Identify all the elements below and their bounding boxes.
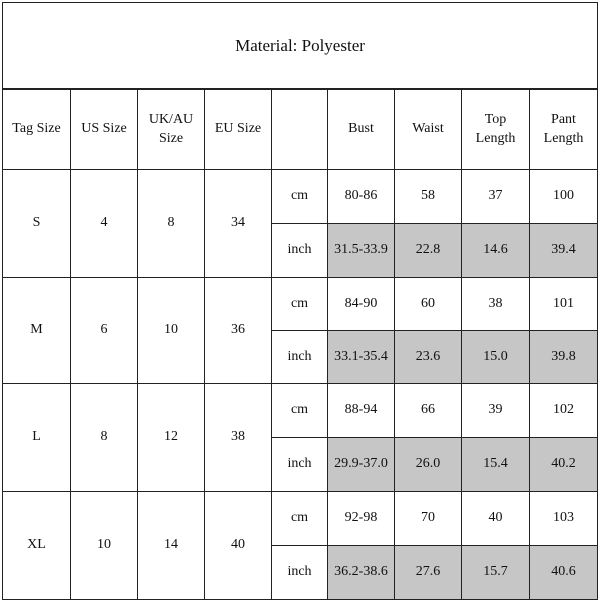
bust-cm-cell: 88-94	[328, 384, 395, 438]
top-length-inch-cell: 15.4	[462, 438, 530, 492]
ukau-size-cell: 12	[138, 384, 205, 492]
size-table	[2, 89, 598, 600]
unit-cm-cell: cm	[272, 492, 328, 546]
header-ukau-size	[138, 90, 205, 170]
unit-inch-cell: inch	[272, 438, 328, 492]
top-length-cm-cell: 39	[462, 384, 530, 438]
waist-inch-cell: 22.8	[395, 224, 462, 278]
bust-inch-cell: 36.2-38.6	[328, 546, 395, 600]
ukau-size-cell: 10	[138, 278, 205, 384]
top-length-cm-cell: 38	[462, 278, 530, 331]
header-eu-size: EU Size	[205, 90, 272, 170]
top-length-inch-cell: 15.7	[462, 546, 530, 600]
bust-inch-cell: 29.9-37.0	[328, 438, 395, 492]
table-row	[3, 278, 598, 331]
header-bust: Bust	[328, 90, 395, 170]
tag-size-cell: M	[3, 278, 71, 384]
unit-inch-cell: inch	[272, 224, 328, 278]
unit-cm-cell: cm	[272, 278, 328, 331]
waist-cm-cell: 60	[395, 278, 462, 331]
unit-cm-cell: cm	[272, 170, 328, 224]
bust-cm-cell: 92-98	[328, 492, 395, 546]
us-size-cell: 6	[71, 278, 138, 384]
pant-length-inch-cell: 39.4	[530, 224, 598, 278]
bust-cm-cell: 80-86	[328, 170, 395, 224]
pant-length-cm-cell: 100	[530, 170, 598, 224]
waist-inch-cell: 26.0	[395, 438, 462, 492]
top-length-inch-cell: 15.0	[462, 331, 530, 384]
header-top-length	[462, 90, 530, 170]
top-length-inch-cell: 14.6	[462, 224, 530, 278]
us-size-cell: 10	[71, 492, 138, 600]
tag-size-cell: XL	[3, 492, 71, 600]
pant-length-cm-cell: 103	[530, 492, 598, 546]
pant-length-cm-cell: 102	[530, 384, 598, 438]
ukau-size-cell: 8	[138, 170, 205, 278]
header-row	[3, 90, 598, 170]
bust-inch-cell: 31.5-33.9	[328, 224, 395, 278]
waist-inch-cell: 23.6	[395, 331, 462, 384]
pant-length-inch-cell: 39.8	[530, 331, 598, 384]
us-size-cell: 4	[71, 170, 138, 278]
header-ukau-line1: UK/AU	[148, 112, 194, 128]
unit-cm-cell: cm	[272, 384, 328, 438]
header-pant-length	[530, 90, 598, 170]
eu-size-cell: 38	[205, 384, 272, 492]
top-length-cm-cell: 40	[462, 492, 530, 546]
waist-cm-cell: 70	[395, 492, 462, 546]
table-row	[3, 170, 598, 224]
pant-length-inch-cell: 40.2	[530, 438, 598, 492]
pant-length-inch-cell: 40.6	[530, 546, 598, 600]
header-pant-line2: Length	[543, 130, 584, 146]
tag-size-cell: L	[3, 384, 71, 492]
ukau-size-cell: 14	[138, 492, 205, 600]
bust-inch-cell: 33.1-35.4	[328, 331, 395, 384]
material-title: Material: Polyester	[235, 35, 365, 55]
header-top-line1: Top	[484, 112, 507, 128]
pant-length-cm-cell: 101	[530, 278, 598, 331]
unit-inch-cell: inch	[272, 331, 328, 384]
header-us-size: US Size	[71, 90, 138, 170]
eu-size-cell: 34	[205, 170, 272, 278]
size-chart-title	[2, 2, 598, 89]
waist-cm-cell: 66	[395, 384, 462, 438]
eu-size-cell: 36	[205, 278, 272, 384]
header-pant-line1: Pant	[551, 112, 576, 128]
header-tag-size: Tag Size	[3, 90, 71, 170]
waist-inch-cell: 27.6	[395, 546, 462, 600]
unit-inch-cell: inch	[272, 546, 328, 600]
us-size-cell: 8	[71, 384, 138, 492]
tag-size-cell: S	[3, 170, 71, 278]
header-unit	[272, 90, 328, 170]
header-ukau-line2: Size	[158, 130, 184, 146]
header-waist: Waist	[395, 90, 462, 170]
waist-cm-cell: 58	[395, 170, 462, 224]
top-length-cm-cell: 37	[462, 170, 530, 224]
table-row	[3, 384, 598, 438]
header-top-line2: Length	[475, 130, 516, 146]
eu-size-cell: 40	[205, 492, 272, 600]
bust-cm-cell: 84-90	[328, 278, 395, 331]
table-row	[3, 492, 598, 546]
